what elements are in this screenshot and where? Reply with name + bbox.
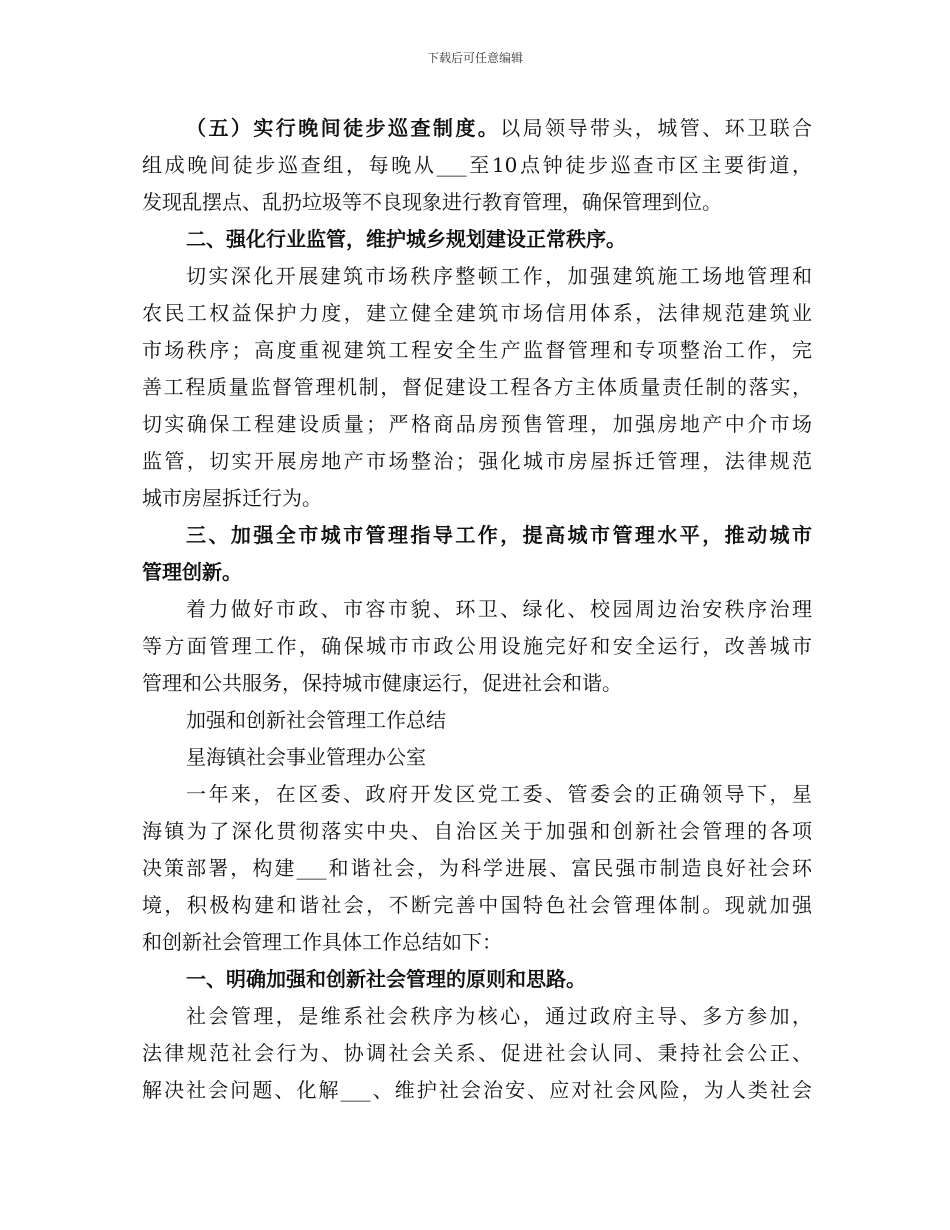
paragraph-line: 解决社会问题、化解___、维护社会治安、应对社会风险，为人类社会 bbox=[142, 1078, 812, 1102]
paragraph-line: 发现乱摆点、乱扔垃圾等不良现象进行教育管理，确保管理到位。 bbox=[142, 190, 722, 214]
paragraph-line: 一年来，在区委、政府开发区党工委、管委会的正确领导下，星 bbox=[186, 782, 812, 806]
section-heading: 管理创新。 bbox=[142, 560, 242, 584]
paragraph-line: 监管，切实开展房地产市场整治；强化城市房屋拆迁管理，法律规范 bbox=[142, 449, 812, 473]
paragraph-line: 海镇为了深化贯彻落实中央、自治区关于加强和创新社会管理的各项 bbox=[142, 819, 812, 843]
paragraph-line: 着力做好市政、市容市貌、环卫、绿化、校园周边治安秩序治理 bbox=[186, 597, 812, 621]
paragraph-line bbox=[142, 110, 812, 147]
paragraph-line: 善工程质量监督管理机制，督促建设工程各方主体质量责任制的落实， bbox=[142, 375, 812, 399]
paragraph-line: 管理和公共服务，保持城市健康运行，促进社会和谐。 bbox=[142, 671, 622, 695]
office-name: 星海镇社会事业管理办公室 bbox=[186, 745, 426, 769]
paragraph-line: 切实深化开展建筑市场秩序整顿工作，加强建筑施工场地管理和 bbox=[186, 264, 812, 288]
paragraph-line: 和创新社会管理工作具体工作总结如下： bbox=[142, 930, 502, 954]
paragraph-line: 等方面管理工作，确保城市市政公用设施完好和安全运行，改善城市 bbox=[142, 634, 812, 658]
document-title: 加强和创新社会管理工作总结 bbox=[186, 708, 446, 732]
section-heading: 二、强化行业监管，维护城乡规划建设正常秩序。 bbox=[186, 227, 626, 251]
paragraph-line: 切实确保工程建设质量；严格商品房预售管理，加强房地产中介市场 bbox=[142, 412, 812, 436]
paragraph-line: 农民工权益保护力度，建立健全建筑市场信用体系，法律规范建筑业 bbox=[142, 301, 812, 325]
paragraph-line: 决策部署，构建___和谐社会，为科学进展、富民强市制造良好社会环 bbox=[142, 856, 812, 880]
paragraph-line: 市场秩序；高度重视建筑工程安全生产监督管理和专项整治工作，完 bbox=[142, 338, 812, 362]
section-heading: 一、明确加强和创新社会管理的原则和思路。 bbox=[186, 967, 586, 991]
section-heading: 三、加强全市城市管理指导工作，提高城市管理水平，推动城市 bbox=[186, 523, 812, 547]
paragraph-line: 组成晚间徒步巡查组，每晚从___至10点钟徒步巡查市区主要街道， bbox=[142, 153, 812, 177]
paragraph-line: 境，积极构建和谐社会，不断完善中国特色社会管理体制。现就加强 bbox=[142, 893, 812, 917]
page-header: 下载后可任意编辑 bbox=[426, 51, 523, 65]
section-heading: （五）实行晚间徒步巡查制度。 bbox=[186, 116, 501, 140]
paragraph-line: 城市房屋拆迁行为。 bbox=[142, 486, 322, 510]
paragraph-line: 法律规范社会行为、协调社会关系、促进社会认同、秉持社会公正、 bbox=[142, 1041, 812, 1065]
document-body bbox=[142, 110, 812, 1109]
paragraph-text: 以局领导带头，城管、环卫联合 bbox=[500, 116, 812, 140]
paragraph-line: 社会管理，是维系社会秩序为核心，通过政府主导、多方参加， bbox=[186, 1004, 812, 1028]
